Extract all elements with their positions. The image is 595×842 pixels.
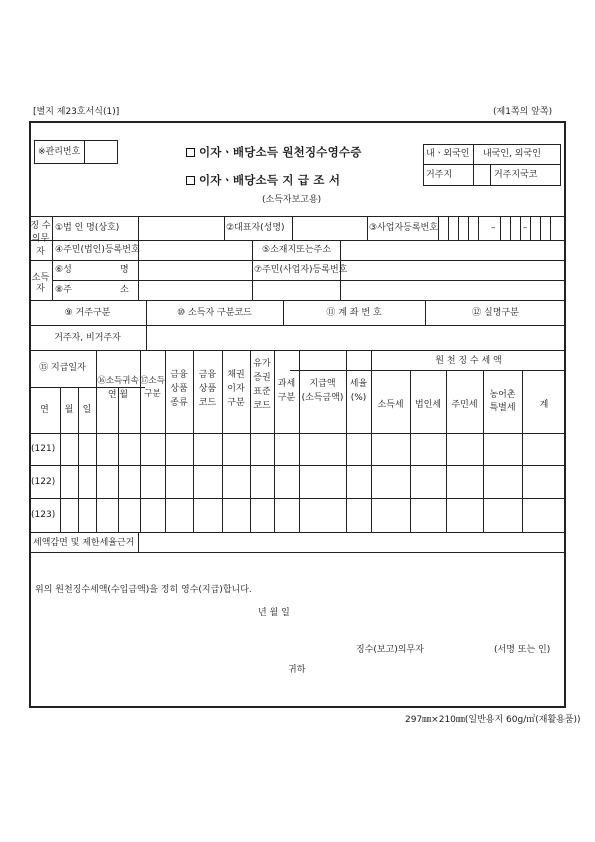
date-line[interactable]: 년 월 일	[258, 608, 290, 618]
checkbox-icon[interactable]	[186, 176, 195, 185]
field-corp-name: ①법 인 명(상호)	[55, 223, 120, 233]
reduction-basis-label: 세액감면 및 제한세율근거	[33, 538, 135, 548]
title-receipt: 이자ㆍ배당소득 원천징수영수증	[186, 144, 362, 160]
recipient-label: 귀하	[288, 665, 306, 675]
year-header: 연	[40, 405, 49, 415]
account-number-header: ⑪ 계 좌 번 호	[326, 308, 382, 318]
bond-interest-header: 채권 이자 구분	[227, 370, 245, 408]
field-name-suffix: 명	[120, 265, 129, 275]
nationality-label: 내ㆍ외국인	[426, 149, 470, 159]
month-header: 월	[64, 405, 74, 415]
field-earner-reg-no: ⑦주민(사업자)등록번호	[254, 265, 348, 275]
payer-signature-label: 징수(보고)의무자	[356, 645, 424, 655]
reg-dash-2: –	[523, 223, 528, 233]
field-earner-address-suffix: 소	[120, 285, 129, 295]
row-122: (122)	[31, 477, 56, 487]
payment-amount-header: 지급액 (소득금액)	[301, 379, 344, 403]
resident-option[interactable]: 거주자, 비거주자	[54, 333, 121, 343]
form-number: [별지 제23호서식(1)]	[33, 107, 120, 117]
tax-rate-header: 세율 (%)	[349, 379, 368, 403]
field-resident-reg-no: ④주민(법인)등록번호	[55, 245, 140, 255]
receipt-statement: 위의 원천징수세액(수입금액)을 정히 영수(지급)합니다.	[35, 585, 252, 595]
total-header: 계	[539, 400, 549, 410]
corp-tax-header: 법인세	[414, 400, 442, 410]
tax-category-header: 과세 구분	[277, 379, 296, 403]
field-address: ⑤소재지또는주소	[262, 245, 331, 255]
field-business-reg-no: ③사업자등록번호	[369, 223, 438, 233]
title-statement: 이자ㆍ배당소득 지 급 조 서	[186, 172, 340, 188]
pay-date-header: ⑮ 지급일자	[39, 363, 86, 373]
day-header: 일	[82, 405, 92, 415]
paper-spec: 297㎜×210㎜(일반용지 60g/㎡(재활용품))	[405, 715, 581, 725]
checkbox-icon[interactable]	[186, 148, 195, 157]
subtitle: (소득자보고용)	[262, 195, 322, 205]
realname-type-header: ⑫ 실명구분	[472, 308, 519, 318]
residence-country-code[interactable]: 거주지국코	[494, 170, 538, 180]
withheld-tax-header: 원 천 징 수 세 액	[435, 356, 502, 366]
field-representative: ②대표자(성명)	[226, 223, 285, 233]
securities-code-header: 유가 증권 표준 코드	[253, 359, 271, 411]
page-note: (제1쪽의 앞쪽)	[493, 107, 553, 117]
attribution-year-month: 연 월	[107, 390, 129, 400]
field-name: ⑥성	[55, 265, 72, 275]
residence-label: 거주지	[426, 170, 453, 180]
sign-or-seal[interactable]: (서명 또는 인)	[494, 645, 551, 655]
row-121: (121)	[31, 444, 56, 454]
income-tax-header: 소득세	[377, 400, 404, 410]
row-123: (123)	[31, 510, 56, 520]
fin-product-type-header: 금융 상품 종류	[170, 370, 188, 408]
fin-product-code-header: 금융 상품 코드	[198, 370, 217, 408]
field-earner-address: ⑧주	[55, 285, 72, 295]
resident-tax-header: 주민세	[451, 400, 478, 410]
earner-side-label: 소득자	[31, 273, 50, 294]
earner-code-header: ⑩ 소득자 구분코드	[177, 308, 252, 318]
nationality-value[interactable]: 내국인, 외국인	[483, 149, 541, 159]
reg-dash-1: –	[491, 223, 496, 233]
payer-side-label: 징 수 의무자	[30, 221, 51, 257]
residency-type-header: ⑨ 거주구분	[64, 308, 111, 318]
mgmt-number-label: ※관리번호	[38, 147, 81, 157]
rural-tax-header: 농어촌 특별세	[489, 390, 516, 413]
income-attribution-header: ⑯소득귀속	[97, 376, 139, 386]
mgmt-number-input[interactable]	[84, 141, 118, 163]
income-type-header: ⑰소득 구분	[140, 376, 165, 399]
